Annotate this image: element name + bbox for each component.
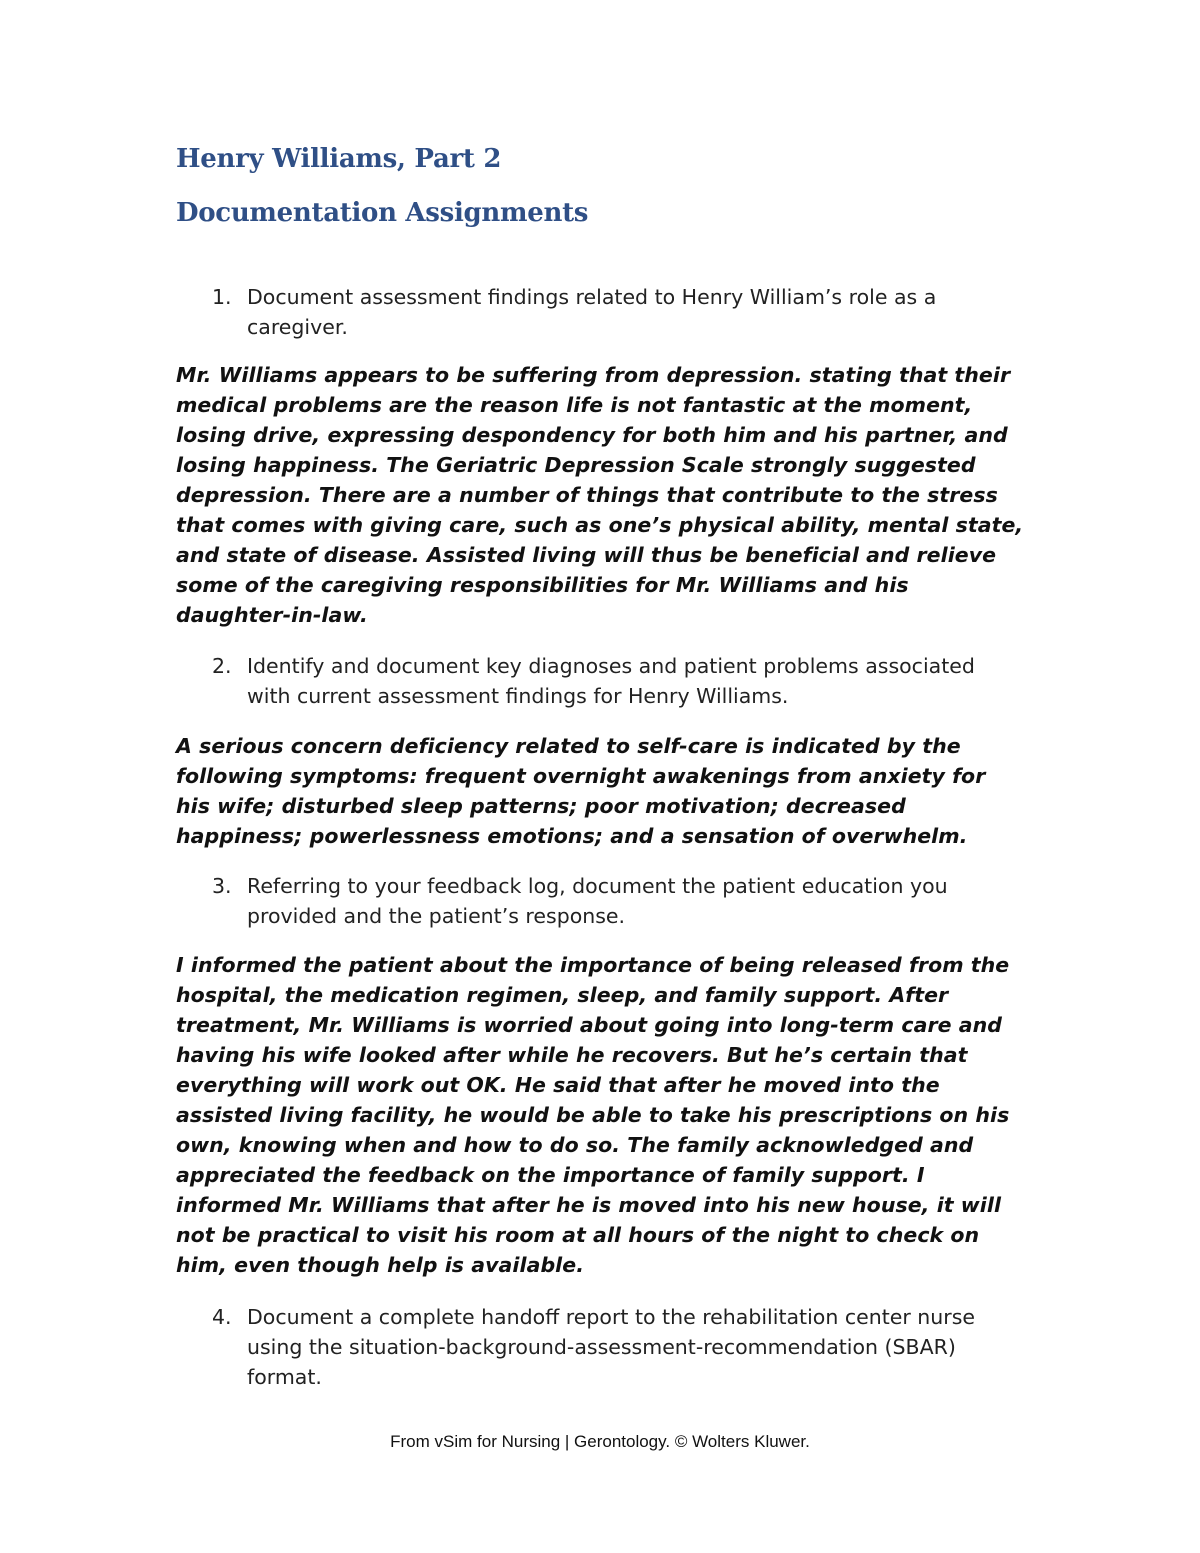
question-number: 4. (212, 1305, 232, 1329)
question-number: 2. (212, 654, 232, 678)
question-1 (212, 282, 1022, 342)
answer-2: A serious concern deficiency related to self-care is indicated by the following symptoms: frequent overnight awakenings from anxiety for his wife; disturbed sleep patterns; poor motivation; decreased happiness; powerlessness emotions; and a sensation of overwhelm. (176, 734, 986, 848)
question-text: Document assessment findings related to Henry William’s role as a caregiver. (247, 285, 937, 339)
question-text: Referring to your feedback log, document the patient education you provided and the patient’s response. (247, 874, 948, 928)
question-2 (212, 651, 1022, 711)
question-3 (212, 871, 1022, 931)
answer-3: I informed the patient about the importance of being released from the hospital, the medication regimen, sleep, and family support. After treatment, Mr. Williams is worried about going into long-term care and having his wife looked after while he recovers. But he’s certain that everything will work out OK. He said that after he moved into the assisted living facility, he would be able to take his prescriptions on his own, knowing when and how to do so. The family acknowledged and appreciated the feedback on the importance of family support. I informed Mr. Williams that after he is moved into his new house, it will not be practical to visit his room at all hours of the night to check on him, even though help is available. (176, 953, 1010, 1277)
page-title: Henry Williams, Part 2 (176, 144, 502, 174)
question-text: Identify and document key diagnoses and patient problems associated with current assessment findings for Henry Williams. (247, 654, 975, 708)
answer-1: Mr. Williams appears to be suffering from depression. stating that their medical problems are the reason life is not fantastic at the moment, losing drive, expressing despondency for both him and his partner, and losing happiness. The Geriatric Depression Scale strongly suggested depression. There are a number of things that contribute to the stress that comes with giving care, such as one’s physical ability, mental state, and state of disease. Assisted living will thus be beneficial and relieve some of the caregiving responsibilities for Mr. Williams and his daughter-in-law. (176, 363, 1024, 627)
question-4 (212, 1302, 1022, 1392)
question-text: Document a complete handoff report to the rehabilitation center nurse using the situation-background-assessment-recommendation (SBAR) format. (247, 1305, 976, 1389)
question-number: 1. (212, 285, 232, 309)
question-number: 3. (212, 874, 232, 898)
page-subtitle: Documentation Assignments (176, 198, 589, 228)
page-footer: From vSim for Nursing | Gerontology. © Wolters Kluwer. (390, 1432, 810, 1451)
